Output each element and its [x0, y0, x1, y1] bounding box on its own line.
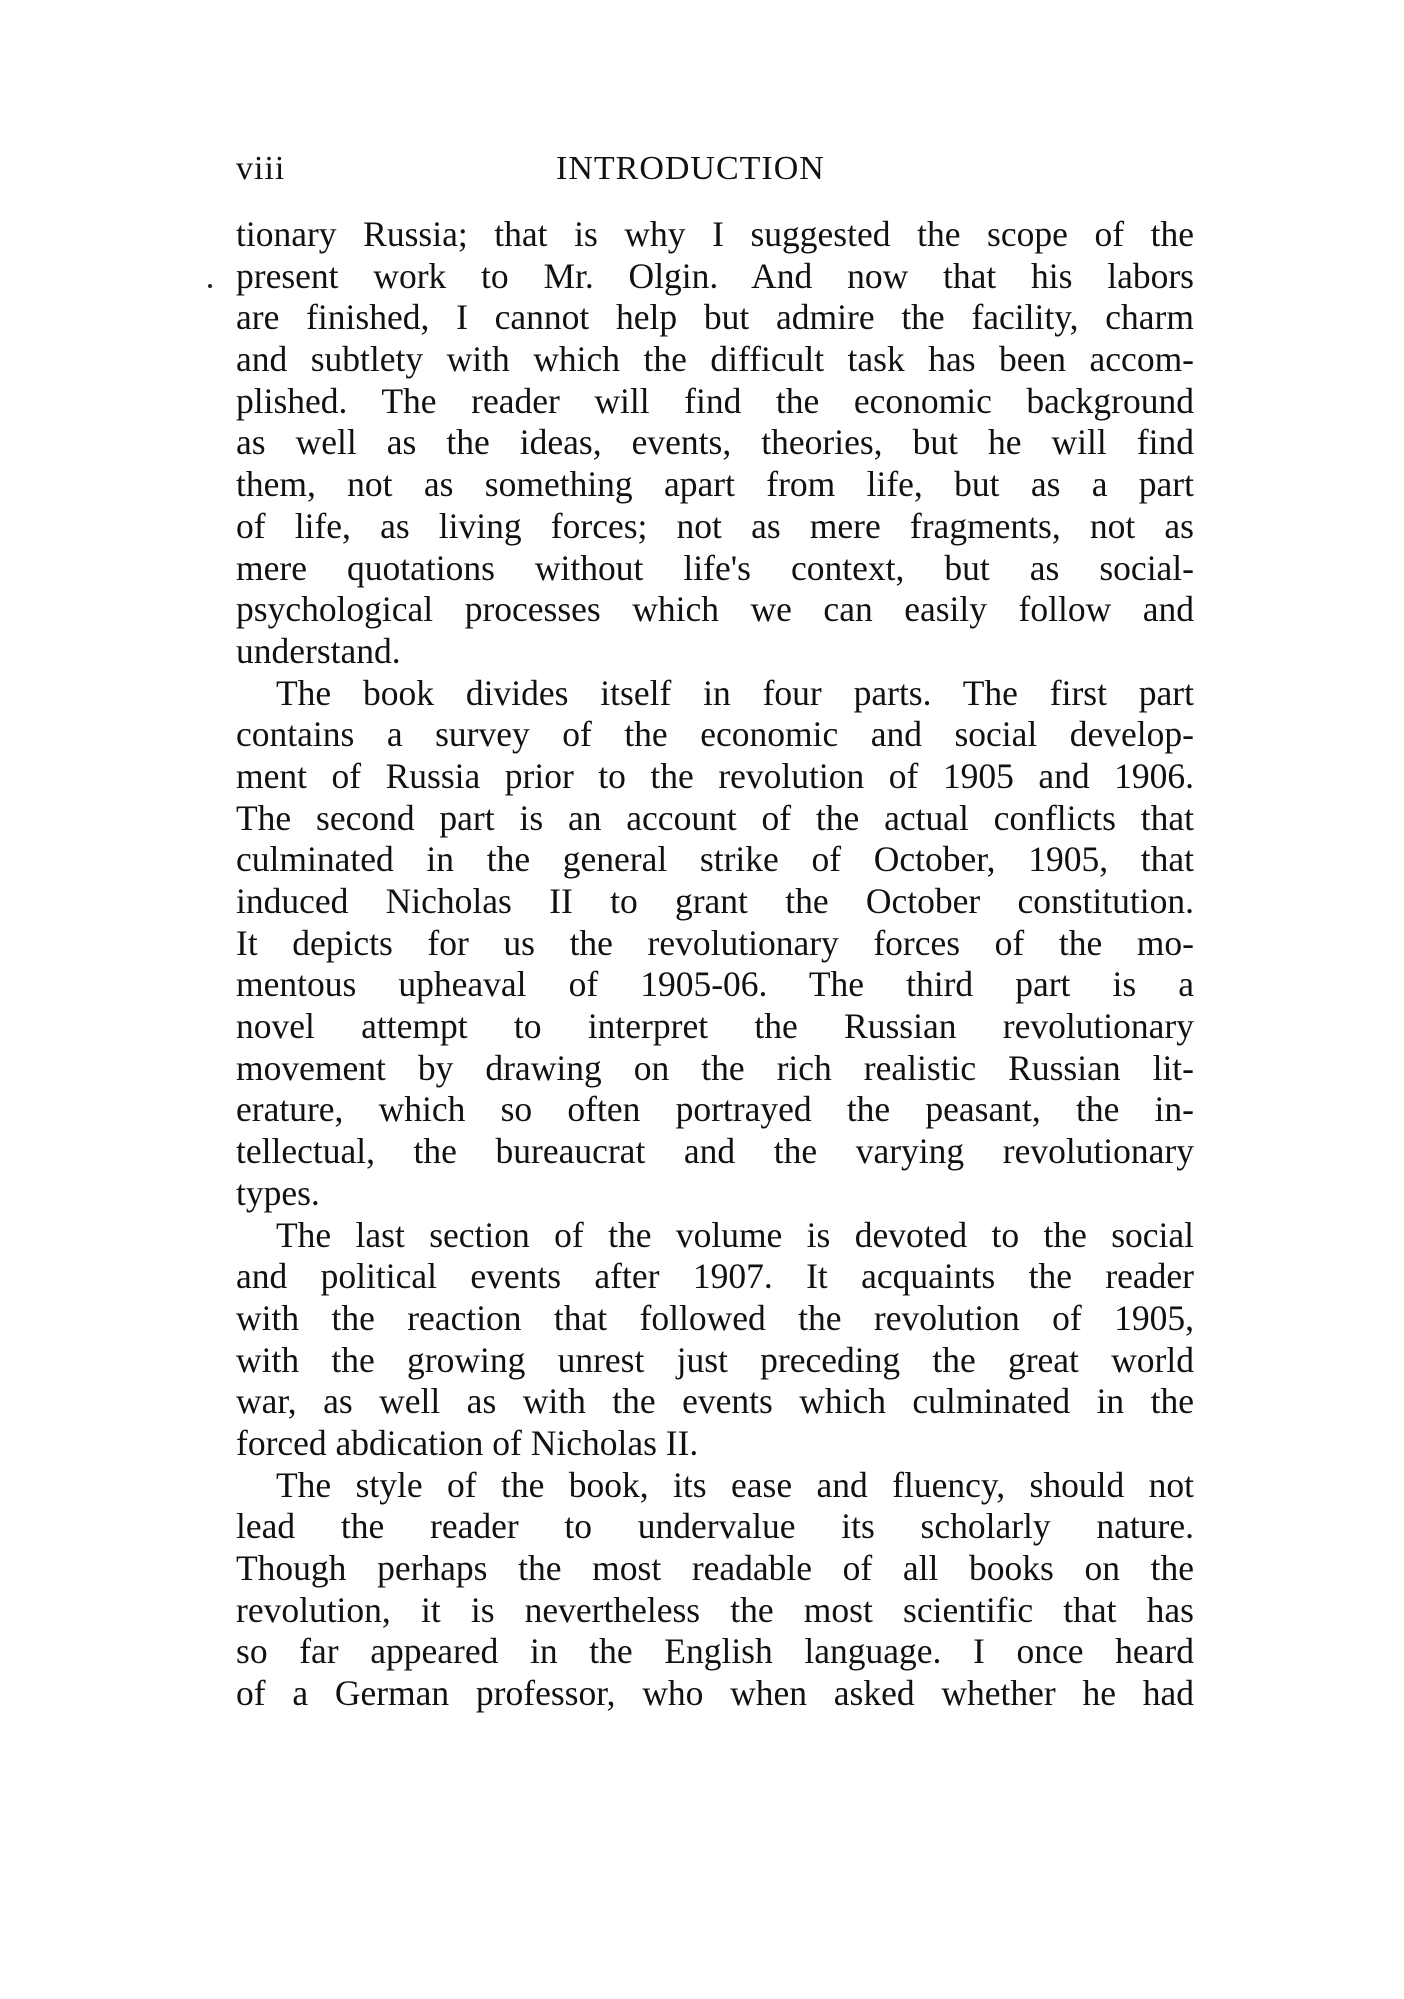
text-line: mentous upheaval of 1905-06. The third part is a [236, 964, 1194, 1005]
text-line: It depicts for us the revolutionary forces of the mo- [236, 922, 1194, 963]
text-line: movement by drawing on the rich realistic Russian lit- [236, 1047, 1194, 1088]
text-line: novel attempt to interpret the Russian revolutionary [236, 1006, 1194, 1047]
text-line: forced abdication of Nicholas II. [236, 1422, 699, 1463]
paragraph-2 [236, 673, 1194, 1215]
text-line: revolution, it is nevertheless the most scientific that has [236, 1589, 1194, 1630]
text-line: culminated in the general strike of October, 1905, that [236, 839, 1194, 880]
text-line: plished. The reader will find the economic background [236, 380, 1194, 421]
text-line: The style of the book, its ease and fluency, should not [276, 1464, 1194, 1505]
running-head: INTRODUCTION [556, 150, 825, 187]
text-line: contains a survey of the economic and social develop- [236, 714, 1194, 755]
text-line: Though perhaps the most readable of all books on the [236, 1548, 1194, 1588]
text-line: with the growing unrest just preceding the great world [236, 1339, 1194, 1380]
text-line: them, not as something apart from life, but as a part [236, 464, 1194, 505]
text-line: The second part is an account of the actual conflicts that [236, 797, 1194, 838]
text-line: and subtlety with which the difficult task has been accom- [236, 339, 1194, 380]
body-text [236, 214, 1194, 1715]
text-line: tionary Russia; that is why I suggested the scope of the [236, 214, 1194, 254]
text-line: of a German professor, who when asked whether he had [236, 1673, 1194, 1714]
text-line: so far appeared in the English language. I once heard [236, 1631, 1194, 1672]
text-line: of life, as living forces; not as mere fragments, not as [236, 505, 1194, 546]
paragraph-3 [236, 1215, 1194, 1465]
text-line: tellectual, the bureaucrat and the varying revolutionary [236, 1131, 1194, 1172]
text-line: present work to Mr. Olgin. And now that his labors [236, 255, 1194, 296]
text-line: types. [236, 1172, 320, 1213]
stray-ink-mark [208, 284, 212, 288]
text-line: mere quotations without life's context, but as social- [236, 547, 1194, 588]
text-line: The last section of the volume is devoted to the social [276, 1214, 1194, 1255]
page-number: viii [236, 150, 286, 187]
text-line: erature, which so often portrayed the peasant, the in- [236, 1089, 1194, 1130]
text-line: The book divides itself in four parts. The first part [276, 672, 1194, 713]
text-line: are finished, I cannot help but admire the facility, charm [236, 297, 1194, 338]
text-line: as well as the ideas, events, theories, but he will find [236, 422, 1194, 463]
text-line: ment of Russia prior to the revolution of 1905 and 1906. [236, 755, 1194, 796]
text-line: lead the reader to undervalue its scholarly nature. [236, 1506, 1194, 1547]
page-header [236, 150, 1194, 200]
text-line: induced Nicholas II to grant the October constitution. [236, 881, 1194, 921]
text-line: with the reaction that followed the revolution of 1905, [236, 1297, 1194, 1338]
paragraph-1 [236, 214, 1194, 673]
text-line: war, as well as with the events which culminated in the [236, 1381, 1194, 1422]
text-line: and political events after 1907. It acquaints the reader [236, 1256, 1194, 1297]
paragraph-4 [236, 1465, 1194, 1715]
text-line: psychological processes which we can easily follow and [236, 589, 1194, 630]
text-line: understand. [236, 630, 401, 671]
